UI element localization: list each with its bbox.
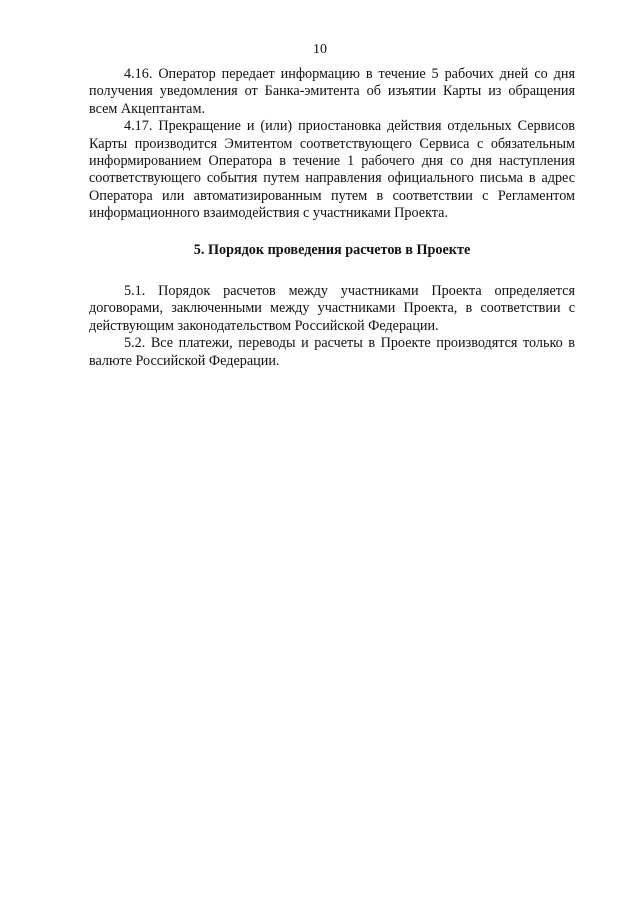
paragraph-4-17: 4.17. Прекращение и (или) приостановка действия отдельных Сервисов Карты производится Эмитентом соответствующего Сервиса с обязательным информированием Оператора в течение 1 рабочего дня со дня наступления соответствующего события путем направления официального письма в адрес Оператора или автоматизированным путем в соответствии с Регламентом информационного взаимодействия с участниками Проекта. (89, 118, 575, 222)
paragraph-5-1: 5.1. Порядок расчетов между участниками Проекта определяется договорами, заключенными между участниками Проекта, в соответствии с действующим законодательством Российской Федерации. (89, 283, 575, 334)
section-5-title: 5. Порядок проведения расчетов в Проекте (193, 241, 471, 258)
paragraph-5-2: 5.2. Все платежи, переводы и расчеты в Проекте производятся только в валюте Российской Федерации. (89, 335, 575, 369)
page-number: 10 (313, 42, 327, 57)
page-content (89, 66, 575, 370)
paragraph-4-16: 4.16. Оператор передает информацию в течение 5 рабочих дней со дня получения уведомления от Банка-эмитента об изъятии Карты из обращения всем Акцептантам. (89, 66, 575, 117)
